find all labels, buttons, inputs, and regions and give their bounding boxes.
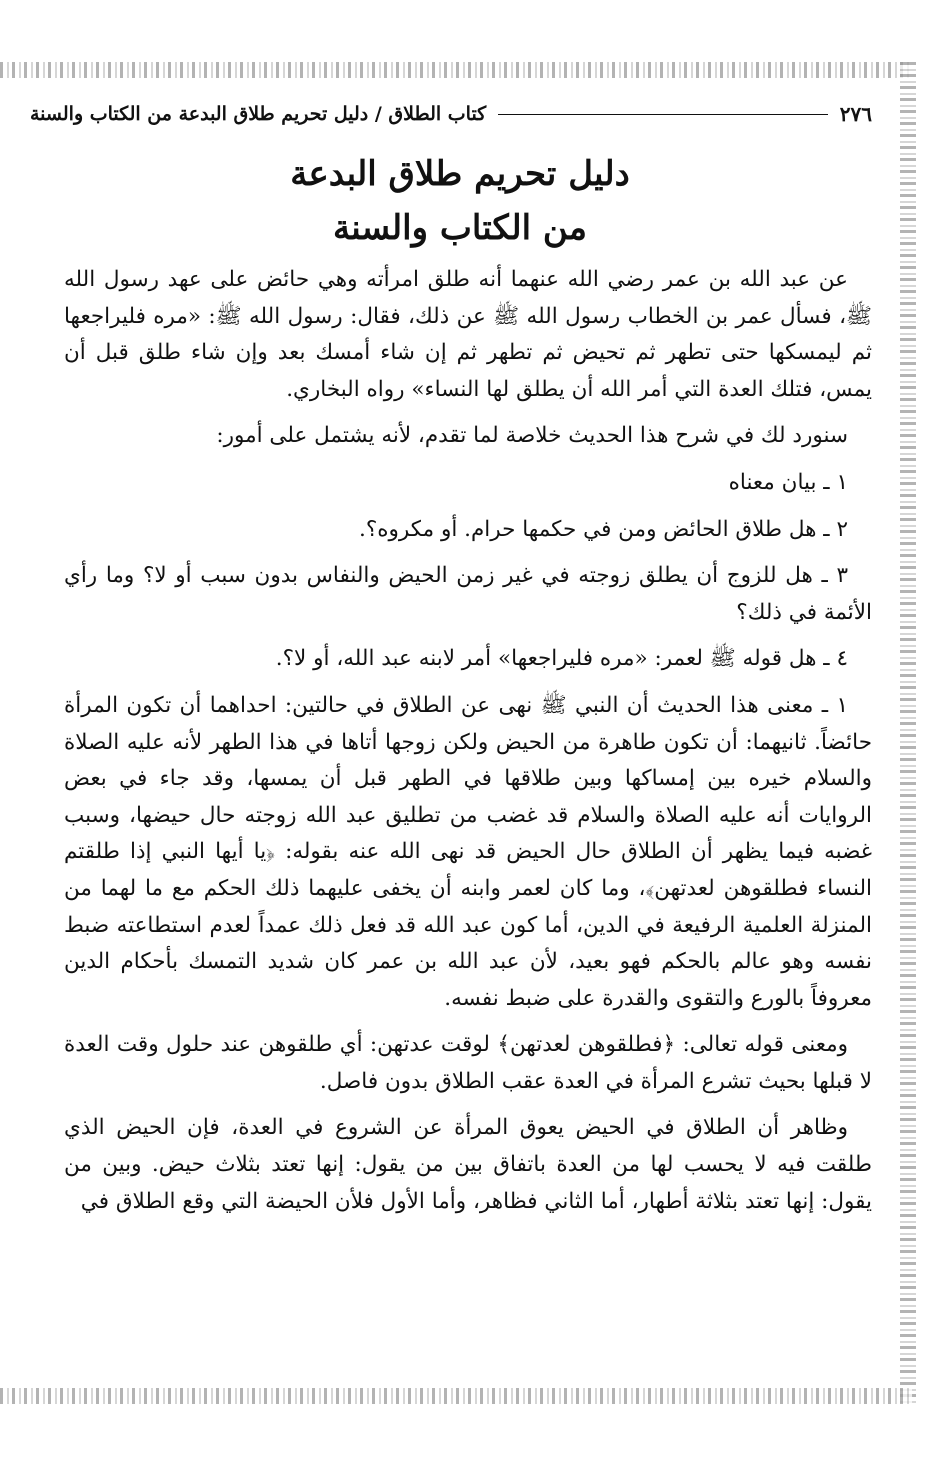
paragraph-explanation: ١ ـ معنى هذا الحديث أن النبي ﷺ نهى عن الطلاق في حالتين: احداهما أن تكون المرأة حائضاً. ثانيهما: أن تكون طاهرة من الحيض ولكن زوجها أتاها في هذا الطهر لأنه عليه الصلاة والسلام خيره بين إمساكها وبين طلاقها في الطهر قبل أن يمسها، وقد جاء في بعض الروايات أنه عليه الصلاة والسلام قد غضب من تطليق عبد الله زوجته حال حيضها، وسبب غضبه فيما يظهر أن الطلاق حال الحيض قد نهى الله عنه بقوله: ﴿يا أيها النبي إذا طلقتم النساء فطلقوهن لعدتهن﴾، وما كان لعمر وابنه أن يخفى عليهما ذلك الحكم مع ما لهما من المنزلة العلمية الرفيعة في الدين، أما كون عبد الله قد فعل ذلك عمداً لعدم استطاعته ضبط نفسه وهو عالم بالحكم فهو بعيد، لأن عبد الله بن عمر كان شديد التمسك بأحكام الدين معروفاً بالورع والتقوى والقدرة على ضبط نفسه. <box>64 692 872 1011</box>
paragraph-verse-meaning: ومعنى قوله تعالى: ﴿فطلقوهن لعدتهن﴾ لوقت عدتهن: أي طلقوهن عند حلول وقت العدة لا قبلها بحيث تشرع المرأة في العدة عقب الطلاق بدون فاصل. <box>64 1032 872 1094</box>
paragraph-hadith: عن عبد الله بن عمر رضي الله عنهما أنه طلق امرأته وهي حائض على عهد رسول الله ﷺ، فسأل عمر بن الخطاب رسول الله ﷺ عن ذلك، فقال: رسول الله ﷺ: «مره فليراجعها ثم ليمسكها حتى تطهر ثم تحيض ثم تطهر ثم إن شاء أمسك بعد وإن شاء طلق قبل أن يمس، فتلك العدة التي أمر الله أن يطلق لها النساء» رواه البخاري. <box>64 267 872 402</box>
running-head: كتاب الطلاق / دليل تحريم طلاق البدعة من الكتاب والسنة <box>30 103 487 125</box>
decorative-border-right <box>900 62 916 1404</box>
page-header <box>30 96 872 132</box>
decorative-border-bottom <box>0 1388 912 1404</box>
header-rule <box>498 114 828 115</box>
decorative-border-top <box>0 62 912 78</box>
page-number: ٢٧٦ <box>839 102 872 126</box>
list-item-3: ٣ ـ هل للزوج أن يطلق زوجته في غير زمن الحيض والنفاس بدون سبب أو لا؟ وما رأي الأئمة في ذلك؟ <box>64 563 872 625</box>
page-body <box>64 262 872 1230</box>
chapter-title-line2: من الكتاب والسنة <box>332 208 588 248</box>
paragraph-continuation: وظاهر أن الطلاق في الحيض يعوق المرأة عن الشروع في العدة، فإن الحيض الذي طلقت فيه لا يحسب لها من العدة باتفاق بين من يقول: إنها تعتد بثلاث حيض. وبين من يقول: إنها تعتد بثلاثة أطهار، أما الثاني فظاهر، وأما الأول فلأن الحيضة التي وقع الطلاق في <box>64 1115 872 1214</box>
list-item-1: ١ ـ بيان معناه <box>728 469 848 495</box>
list-item-2: ٢ ـ هل طلاق الحائض ومن في حكمها حرام. أو مكروه؟. <box>358 516 848 542</box>
list-item-4: ٤ ـ هل قوله ﷺ لعمر: «مره فليراجعها» أمر لابنه عبد الله، أو لا؟. <box>275 646 848 672</box>
chapter-title-line1: دليل تحريم طلاق البدعة <box>290 154 630 194</box>
paragraph-intro: سنورد لك في شرح هذا الحديث خلاصة لما تقدم، لأنه يشتمل على أمور: <box>216 423 848 449</box>
